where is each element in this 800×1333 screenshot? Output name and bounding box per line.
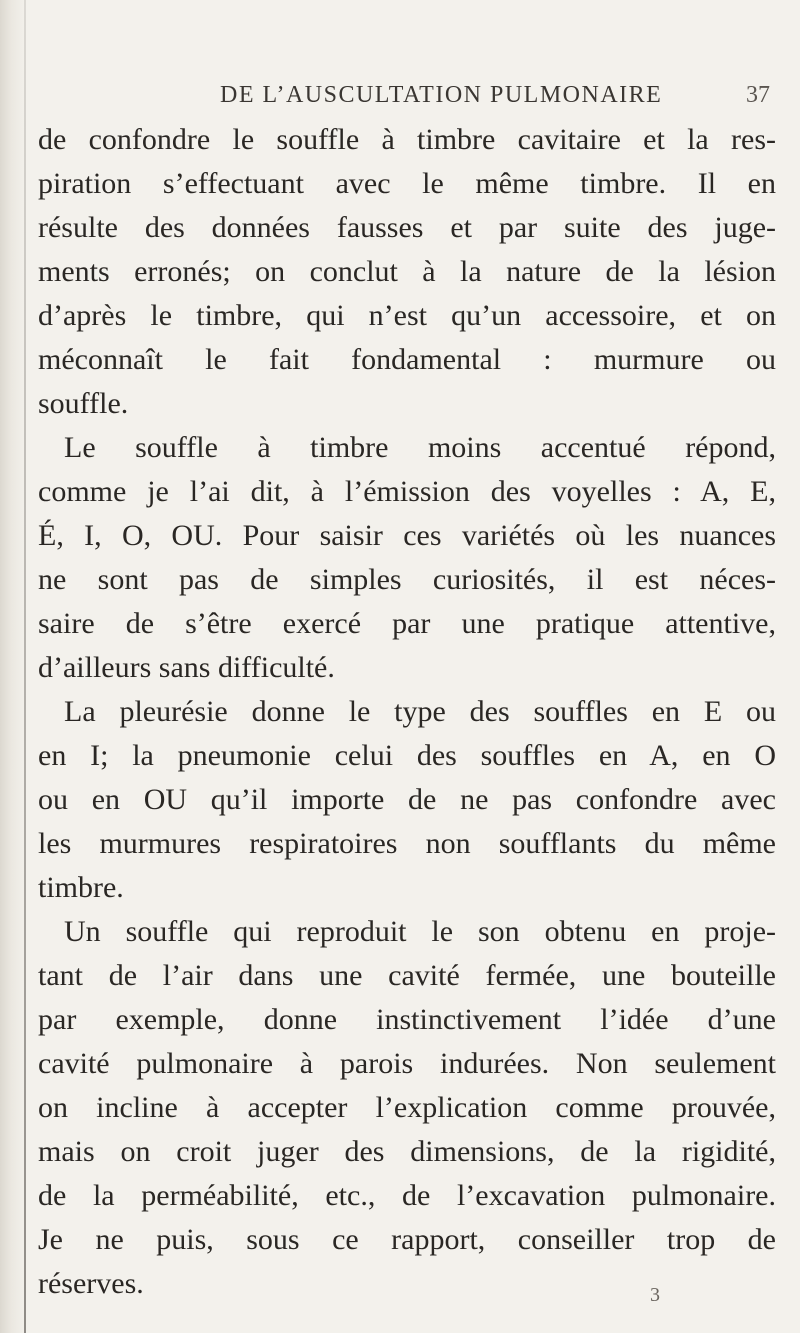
text-line: en I; la pneumonie celui des souffles en A, en O (38, 739, 776, 772)
text-line: d’ailleurs sans difficulté. (38, 651, 335, 684)
text-line: de confondre le souffle à timbre cavitaire et la res- (38, 123, 776, 156)
text-line: ou en OU qu’il importe de ne pas confondre avec (38, 783, 776, 816)
text-line: comme je l’ai dit, à l’émission des voyelles : A, E, (38, 475, 776, 508)
text-line: mais on croit juger des dimensions, de la rigidité, (38, 1135, 776, 1168)
body-text (38, 118, 776, 1306)
text-line: cavité pulmonaire à parois indurées. Non seulement (38, 1047, 776, 1080)
text-line: piration s’effectuant avec le même timbre. Il en (38, 167, 776, 200)
book-gutter-shadow (0, 0, 26, 1333)
text-line: les murmures respiratoires non soufflants du même (38, 827, 776, 860)
text-line: souffle. (38, 387, 129, 420)
text-line: ments erronés; on conclut à la nature de la lésion (38, 255, 776, 288)
text-line: ne sont pas de simples curiosités, il est néces- (38, 563, 776, 596)
text-line: résulte des données fausses et par suite des juge- (38, 211, 776, 244)
paragraph-start-line: Un souffle qui reproduit le son obtenu en proje- (64, 915, 776, 948)
text-line: de la perméabilité, etc., de l’excavation pulmonaire. (38, 1179, 776, 1212)
paragraph-start-line: Le souffle à timbre moins accentué répond, (64, 431, 776, 464)
text-line: par exemple, donne instinctivement l’idée d’une (38, 1003, 776, 1036)
text-line: d’après le timbre, qui n’est qu’un accessoire, et on (38, 299, 776, 332)
running-title: DE L’AUSCULTATION PULMONAIRE (220, 82, 663, 108)
text-line: Je ne puis, sous ce rapport, conseiller trop de (38, 1223, 776, 1256)
text-line: É, I, O, OU. Pour saisir ces variétés où les nuances (38, 519, 776, 552)
paragraph-start-line: La pleurésie donne le type des souffles en E ou (64, 695, 776, 728)
running-head (0, 82, 800, 122)
signature-mark: 3 (650, 1284, 660, 1306)
text-line: réserves. (38, 1267, 144, 1300)
text-line: timbre. (38, 871, 124, 904)
text-line: méconnaît le fait fondamental : murmure ou (38, 343, 776, 376)
text-line: tant de l’air dans une cavité fermée, une bouteille (38, 959, 776, 992)
binding-edge (24, 0, 26, 1333)
text-line: on incline à accepter l’explication comme prouvée, (38, 1091, 776, 1124)
text-line: saire de s’être exercé par une pratique attentive, (38, 607, 776, 640)
page-number: 37 (746, 82, 770, 108)
